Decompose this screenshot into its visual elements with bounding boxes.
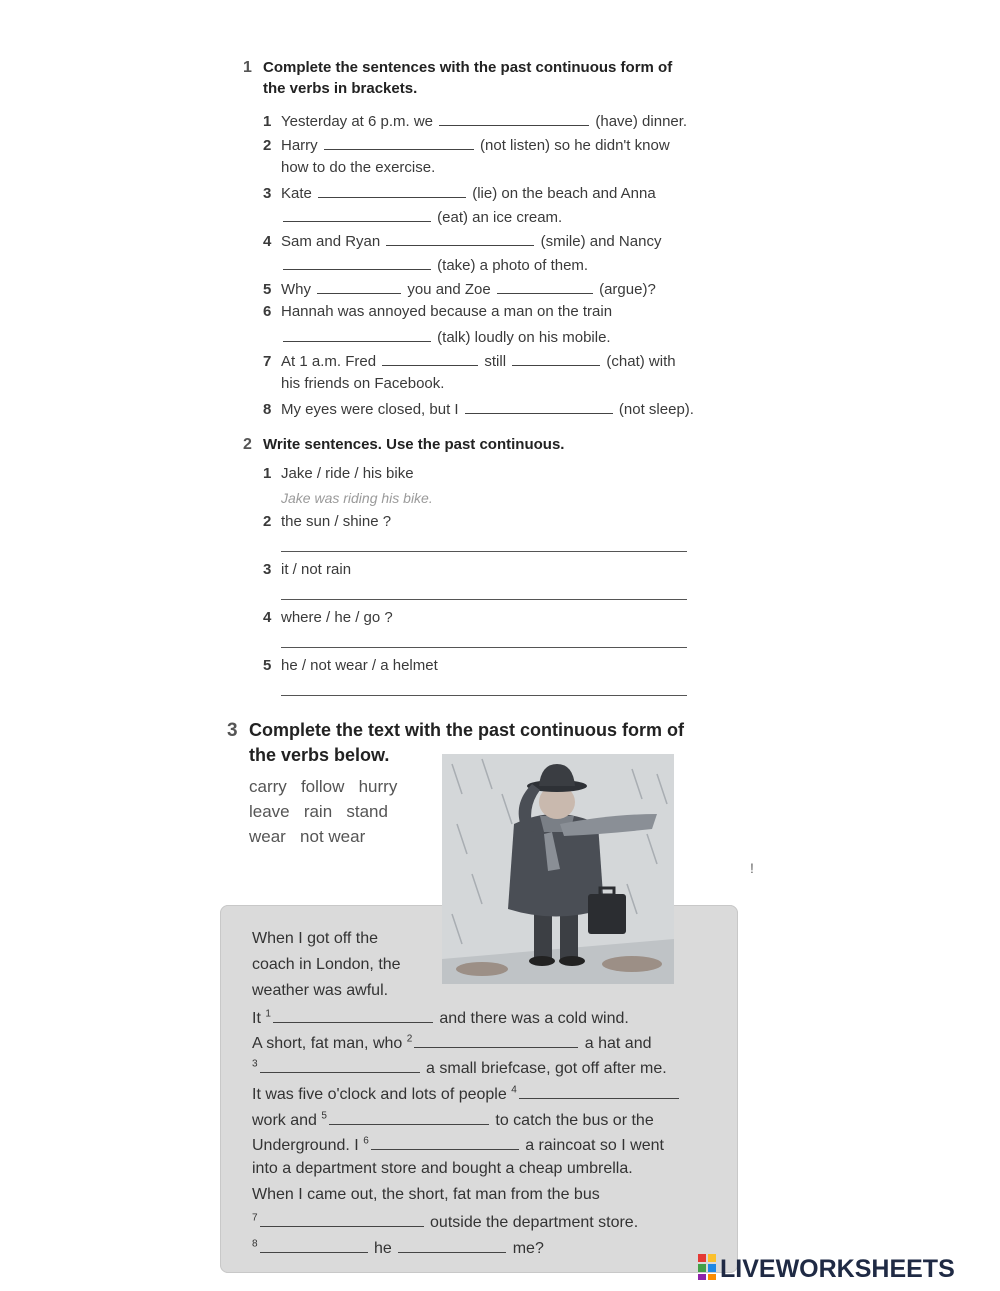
ex3-blank-4[interactable]	[519, 1084, 679, 1099]
ex2-answer-line-4[interactable]	[281, 647, 687, 648]
ex1-blank-1[interactable]	[439, 111, 589, 126]
ex1-item-1: 1 Yesterday at 6 p.m. we (have) dinner.	[263, 113, 688, 130]
liveworksheets-logo	[698, 1252, 994, 1287]
ex1-item-5: 5 Why you and Zoe (argue)?	[263, 281, 656, 298]
ex3-blank-5[interactable]	[329, 1110, 489, 1125]
exercise-2-number: 2	[243, 436, 252, 453]
ex1-item-6: 6 Hannah was annoyed because a man on the train	[263, 303, 613, 320]
ex1-item-4: 4 Sam and Ryan (smile) and Nancy	[263, 233, 662, 250]
liveworksheets-logo-mark	[698, 1252, 994, 1282]
ex1-item-3-cont: (eat) an ice cream.	[281, 207, 562, 226]
ex1-item-7-cont: his friends on Facebook.	[281, 375, 445, 392]
ex3-blank-8a[interactable]	[260, 1238, 368, 1253]
story-line-9: Underground. I $^6$ a raincoat so I went	[252, 1135, 664, 1154]
ex1-blank-2[interactable]	[324, 135, 474, 150]
verb-bank-row-3: wear not wear	[249, 827, 366, 846]
story-line-12: $^7$ outside the department store.	[252, 1212, 639, 1231]
man-in-rain-illustration	[442, 754, 674, 984]
ex1-blank-5a[interactable]	[317, 279, 401, 294]
ex1-item-2: 2 Harry (not listen) so he didn't know	[263, 137, 670, 154]
ex3-blank-6[interactable]	[371, 1135, 519, 1150]
ex2-item-3: 3 it / not rain	[263, 561, 352, 578]
ex2-item-1: 1 Jake / ride / his bike	[263, 465, 414, 482]
stray-mark: !	[750, 860, 754, 876]
ex2-example-answer: Jake was riding his bike.	[281, 490, 433, 506]
story-line-8: work and $^5$ to catch the bus or the	[252, 1110, 654, 1129]
exercise-3-title-line2: the verbs below.	[249, 745, 390, 765]
ex1-blank-3a[interactable]	[318, 183, 466, 198]
exercise-2-title: Write sentences. Use the past continuous.	[263, 436, 565, 453]
ex1-item-8: 8 My eyes were closed, but I (not sleep).	[263, 401, 694, 418]
ex2-answer-line-2[interactable]	[281, 551, 687, 552]
ex1-blank-4a[interactable]	[386, 231, 534, 246]
man-in-rain-image	[442, 754, 674, 984]
story-line-5: A short, fat man, who $^2$ a hat and	[252, 1033, 652, 1052]
exercise-3-title: Complete the text with the past continuous form of	[249, 720, 685, 740]
story-line-7: It was five o'clock and lots of people $^4$	[252, 1084, 681, 1104]
ex2-item-5: 5 he / not wear / a helmet	[263, 657, 438, 674]
ex1-item-2-cont: how to do the exercise.	[281, 159, 436, 176]
ex1-item-3: 3 Kate (lie) on the beach and Anna	[263, 185, 656, 202]
verb-bank-row-2: leave rain stand	[249, 802, 388, 821]
ex2-answer-line-3[interactable]	[281, 599, 687, 600]
ex1-item-6-cont: (talk) loudly on his mobile.	[281, 327, 611, 346]
ex2-answer-line-5[interactable]	[281, 695, 687, 696]
liveworksheets-logo-text: LIVEWORKSHEETS	[720, 1255, 955, 1282]
story-line-3: weather was awful.	[252, 982, 389, 999]
ex1-blank-5b[interactable]	[497, 279, 593, 294]
ex1-item-4-cont: (take) a photo of them.	[281, 255, 588, 274]
ex3-blank-1[interactable]	[273, 1008, 433, 1023]
ex2-item-4: 4 where / he / go ?	[263, 609, 393, 626]
ex1-blank-7b[interactable]	[512, 351, 600, 366]
ex1-blank-3b[interactable]	[283, 207, 431, 222]
exercise-1-number: 1	[243, 59, 252, 76]
ex3-blank-2[interactable]	[414, 1033, 578, 1048]
ex3-blank-3[interactable]	[260, 1058, 420, 1073]
story-line-13: $^8$ he me?	[252, 1238, 544, 1257]
exercise-1-title-line2: the verbs in brackets.	[263, 80, 418, 97]
story-line-10: into a department store and bought a cheap umbrella.	[252, 1160, 633, 1177]
story-line-1: When I got off the	[252, 930, 379, 947]
ex1-item-7: 7 At 1 a.m. Fred still (chat) with	[263, 353, 676, 370]
exercise-1-title: Complete the sentences with the past continuous form of	[263, 59, 673, 76]
verb-bank-row-1: carry follow hurry	[249, 777, 398, 796]
ex3-blank-7[interactable]	[260, 1212, 424, 1227]
story-line-11: When I came out, the short, fat man from the bus	[252, 1186, 600, 1203]
ex1-blank-4b[interactable]	[283, 255, 431, 270]
story-line-6: $^3$ a small briefcase, got off after me.	[252, 1058, 667, 1077]
ex3-blank-8b[interactable]	[398, 1238, 506, 1253]
story-line-4: It $^1$ and there was a cold wind.	[252, 1008, 629, 1027]
exercise-3-number: 3	[227, 720, 238, 741]
ex1-blank-6[interactable]	[283, 327, 431, 342]
ex2-item-2: 2 the sun / shine ?	[263, 513, 392, 530]
ex1-blank-8[interactable]	[465, 399, 613, 414]
ex1-blank-7a[interactable]	[382, 351, 478, 366]
story-line-2: coach in London, the	[252, 956, 401, 973]
